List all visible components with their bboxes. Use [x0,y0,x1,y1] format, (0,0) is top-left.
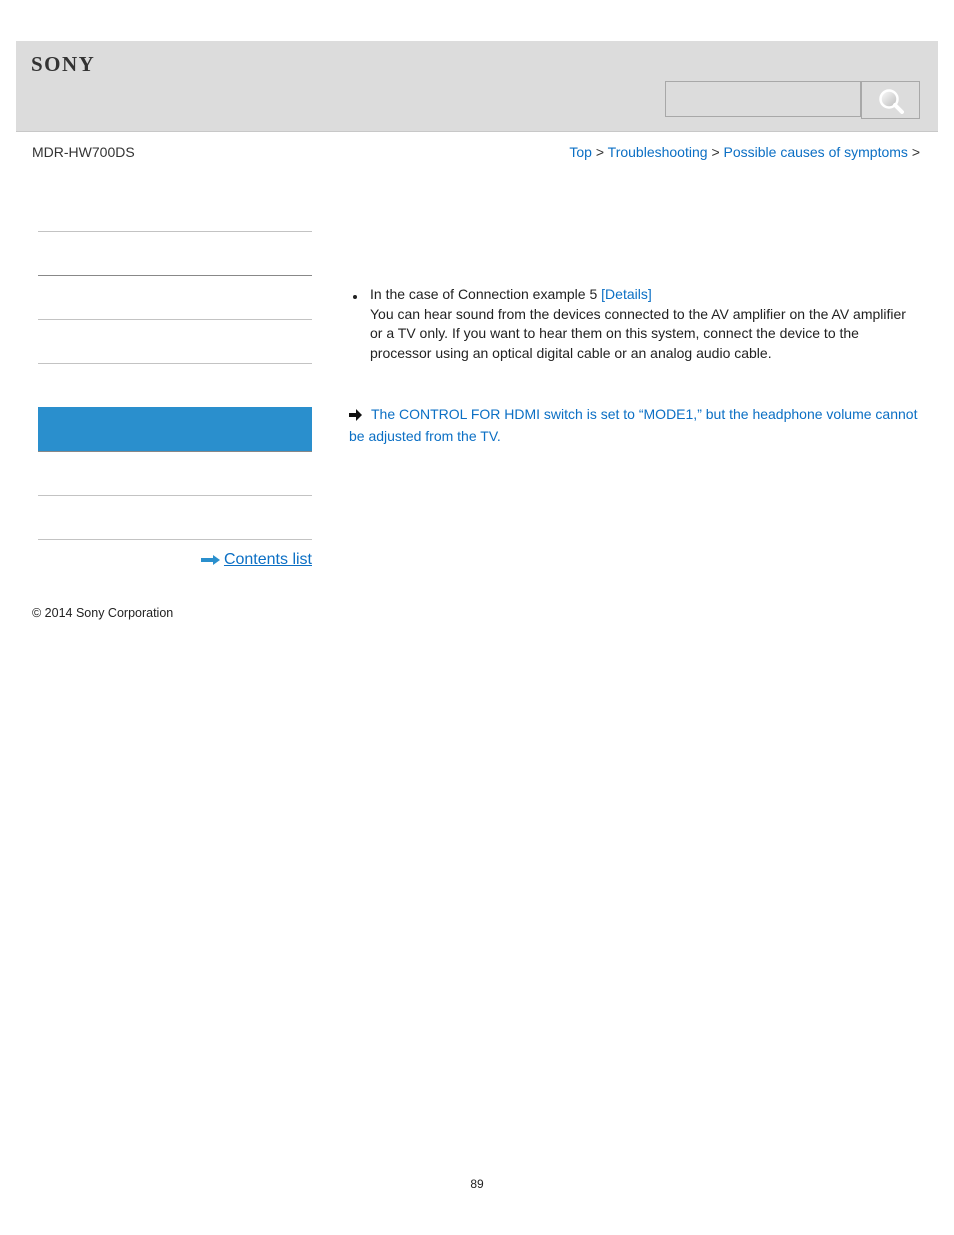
contents-list-link[interactable] [201,551,312,569]
search-input[interactable] [665,81,861,117]
model-name: MDR-HW700DS [32,144,135,160]
breadcrumb-separator: > [911,144,920,160]
search-button[interactable] [861,81,920,119]
sidebar-item[interactable] [38,319,312,363]
sidebar-item-selected[interactable] [38,407,312,451]
sidebar-item[interactable] [38,451,312,495]
bullet-icon [353,295,357,299]
breadcrumb [569,144,920,160]
related-topic [349,403,919,447]
sidebar-item[interactable] [38,363,312,407]
sidebar-item[interactable] [38,495,312,539]
sidebar-divider [38,539,312,540]
copyright: © 2014 Sony Corporation [32,606,174,620]
main-content [349,285,919,363]
arrow-right-icon [201,555,220,565]
page-number: 89 [470,1177,484,1191]
breadcrumb-separator: > [711,144,720,160]
arrow-right-icon [349,409,363,421]
sidebar-item[interactable] [38,275,312,319]
breadcrumb-top[interactable]: Top [569,144,592,160]
sidebar-nav [38,231,312,568]
search-icon [878,88,904,114]
bullet-lead-text: In the case of Connection example 5 [370,286,602,302]
breadcrumb-troubleshooting[interactable]: Troubleshooting [607,144,708,160]
breadcrumb-possible-causes[interactable]: Possible causes of symptoms [723,144,908,160]
bullet-body-text: You can hear sound from the devices connected to the AV amplifier on the AV amplifier or a TV only. If you want to hear them on this system, connect the device to the processor using an optical digital cable or an analog audio cable. [370,305,906,361]
sidebar-item[interactable] [38,231,312,275]
details-link[interactable]: [Details] [601,286,652,302]
header-bar [16,41,938,132]
list-item [349,285,919,363]
related-topic-link[interactable]: The CONTROL FOR HDMI switch is set to “MODE1,” but the headphone volume cannot be adjusted from the TV. [349,406,918,444]
contents-list-label: Contents list [223,551,312,568]
breadcrumb-separator: > [595,144,605,160]
sony-logo[interactable]: SONY [31,52,96,76]
